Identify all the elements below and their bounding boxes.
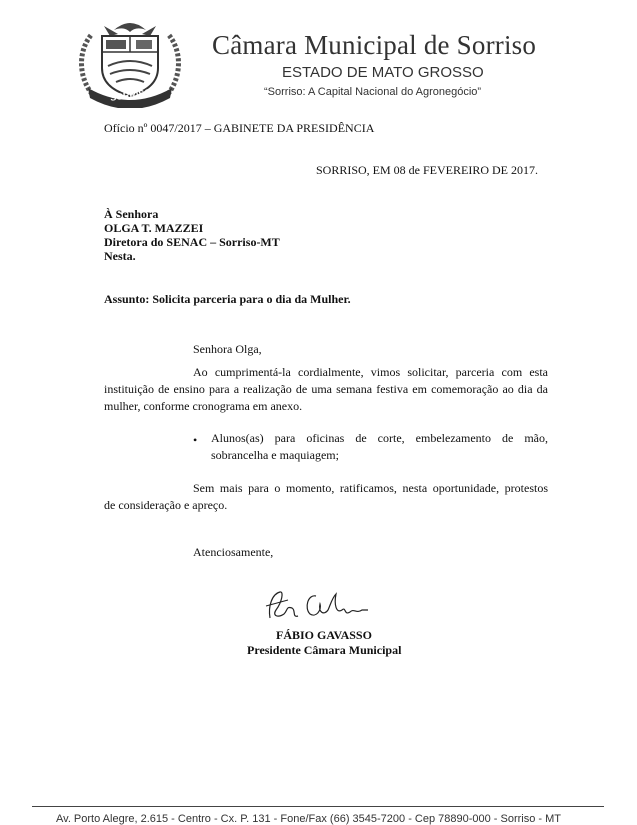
office-reference: Ofício nº 0047/2017 – GABINETE DA PRESIDÊNCIA [104, 121, 375, 135]
subject-line: Assunto: Solicita parceria para o dia da Mulher. [104, 292, 351, 306]
paragraph-2 [104, 480, 548, 514]
signer-title: Presidente Câmara Municipal [247, 643, 402, 657]
date-line: SORRISO, EM 08 de FEVEREIRO DE 2017. [316, 163, 539, 177]
crest-ribbon-text: SORRISO [109, 87, 153, 103]
municipal-crest-logo [74, 16, 186, 108]
state-name: ESTADO DE MATO GROSSO [282, 64, 484, 81]
recipient-salutation: À Senhora [104, 207, 159, 221]
closing: Atenciosamente, [193, 545, 274, 559]
bullet-item: Alunos(as) para oficinas de corte, embelezamento de mão, sobrancelha e maquiagem; [211, 431, 548, 462]
paragraph-1-first-line: Ao cumprimentá-la cordialmente, vimos solicitar, parceria com esta [193, 365, 548, 379]
recipient-local: Nesta. [104, 249, 136, 263]
recipient-name: OLGA T. MAZZEI [104, 221, 204, 235]
greeting: Senhora Olga, [193, 342, 262, 356]
paragraph-2-first-line: Sem mais para o momento, ratificamos, nesta oportunidade, protestos [193, 481, 548, 495]
footer-address: Av. Porto Alegre, 2.615 - Centro - Cx. P. 131 - Fone/Fax (66) 3545-7200 - Cep 78890-000 - Sorriso - MT [56, 813, 562, 825]
slogan: “Sorriso: A Capital Nacional do Agronegócio” [264, 86, 482, 98]
paragraph-1-rest: instituição de ensino para a realização de uma semana festiva em comemoração ao dia da mulher, conforme cronograma em anexo. [104, 382, 548, 413]
footer-divider [32, 806, 604, 807]
recipient-role: Diretora do SENAC – Sorriso-MT [104, 235, 280, 249]
paragraph-2-rest: de consideração e apreço. [104, 498, 228, 512]
institution-title: Câmara Municipal de Sorriso [212, 30, 537, 60]
signer-name: FÁBIO GAVASSO [276, 628, 372, 642]
bullet-icon: • [193, 433, 198, 447]
handwritten-signature [258, 588, 378, 628]
paragraph-1 [104, 364, 548, 415]
